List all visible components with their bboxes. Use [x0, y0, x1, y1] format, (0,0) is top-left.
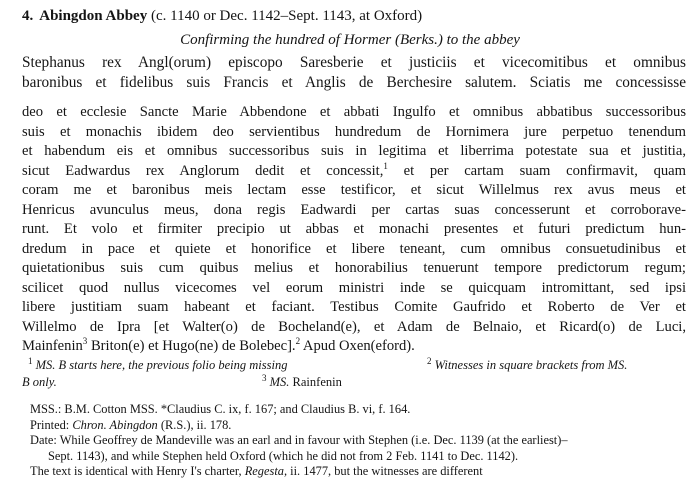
charter-body: [22, 103, 686, 357]
footnote-1-text: MS. B starts here, the previous folio being missing: [35, 358, 288, 372]
footnote-3-label: MS.: [269, 375, 290, 389]
body-line: et habendum eis et omnibus successoribus suis in legitima et liberrima potestate sua et justitia,: [22, 143, 686, 159]
footnote-mark-1: 1: [28, 355, 33, 366]
body-segment: Briton(e) et Hugo(ne) de Bolebec].: [87, 338, 296, 354]
intro-line: Stephanus rex Angl(orum) episcopo Saresberie et justiciis et vicecomitibus et omnibus: [22, 54, 686, 71]
footnote-2-text: Witnesses in square brackets from MS.: [434, 358, 628, 372]
mss-line: MSS.: B.M. Cotton MSS. *Claudius C. ix, f. 167; and Claudius B. vi, f. 164.: [30, 402, 411, 416]
footnote-2: [427, 357, 627, 374]
printed-source: Chron. Abingdon: [72, 417, 158, 432]
text-note-line: [30, 464, 690, 480]
charter-number: 4.: [22, 8, 34, 24]
printed-line: [30, 418, 690, 434]
text-note-source: Regesta,: [244, 464, 288, 478]
body-segment: et per cartam suam confirmavit, quam: [387, 162, 686, 179]
footnote-3-text: Rainfenin: [292, 375, 342, 389]
body-line: Henricus avunculus meus, dona regis Eadwardi per cartas suas concesserunt et corroborave-: [22, 201, 686, 218]
body-line: coram me et baronibus meis lectam esse testificor, et sicut Willelmus rex avus meus et: [22, 182, 686, 198]
editorial-notes: [30, 402, 690, 480]
footnote-ref-3[interactable]: 3: [82, 337, 88, 347]
footnote-ref-2[interactable]: 2: [295, 337, 301, 347]
date-line: Date: While Geoffrey de Mandeville was an earl and in favour with Stephen (i.e. Dec. 1139 (at the earliest)–: [30, 433, 568, 447]
body-segment: Mainfenin: [22, 338, 83, 354]
body-line: suis et monachis ibidem deo servientibus hundredum de Hornimera jure perpetuo tenendum: [22, 123, 686, 140]
body-segment: sicut Eadwardus rex Anglorum dedit et concessit,: [22, 162, 384, 179]
intro-line: baronibus et fidelibus suis Francis et Anglis de Berchesire salutem. Sciatis me concessisse: [22, 74, 686, 91]
footnote-1: [28, 357, 287, 374]
body-line: scilicet quod nullus vicecomes vel eorum ministri inde se quicquam intromittant, sed ipsi: [22, 279, 686, 296]
charter-date: (c. 1140 or Dec. 1142–Sept. 1143, at Oxford): [150, 8, 423, 24]
footnote-mark-3: 3: [262, 372, 267, 383]
body-line: runt. Et volo et firmiter precipio ut abbas et monachi presentes et futuri predictum hun-: [22, 221, 686, 237]
body-line: dredum in pace et quiete et honorifice et libere teneant, cum omnibus consuetudinibus et: [22, 240, 686, 257]
footnote-mark-2: 2: [427, 355, 432, 366]
footnote-row: [22, 357, 686, 374]
intro-paragraph: [22, 53, 686, 93]
printed-reference: (R.S.), ii. 178.: [160, 417, 232, 432]
body-line: deo et ecclesie Sancte Marie Abbendone et abbati Ingulfo et omnibus abbatibus successoribus: [22, 104, 686, 120]
text-note-end: ii. 1477, but the witnesses are different: [290, 464, 483, 478]
footnote-ref-1[interactable]: 1: [383, 161, 388, 171]
footnote-3: [262, 374, 342, 391]
charter-heading: [22, 6, 422, 26]
text-note-start: The text is identical with Henry I's charter,: [30, 464, 242, 478]
footnotes: [22, 357, 686, 391]
charter-subtitle: Confirming the hundred of Hormer (Berks.) to the abbey: [180, 32, 520, 48]
body-line: [22, 162, 686, 182]
footnote-1-continuation: B only.: [22, 375, 57, 389]
body-line: quietationibus suis cum quibus melius et honorabilius tenuerunt tempore predictorum regum;: [22, 260, 686, 276]
body-line: libere justitiam suam habeant et faciant. Testibus Comite Gaufrido et Roberto de Ver et: [22, 299, 686, 315]
body-segment: Apud Oxen(eford).: [300, 338, 415, 354]
body-line: Willelmo de Ipra [et Walter(o) de Bocheland(e), et Adam de Belnaio, et Ricard(o) de Luci,: [22, 318, 686, 335]
printed-label: Printed:: [30, 417, 70, 432]
body-line: [22, 337, 686, 357]
date-line-continued: Sept. 1143), and while Stephen held Oxford (which he did not from 2 Feb. 1141 to Dec. 1142).: [48, 448, 519, 463]
footnote-row: [22, 374, 686, 391]
charter-title: Abingdon Abbey: [39, 8, 148, 24]
